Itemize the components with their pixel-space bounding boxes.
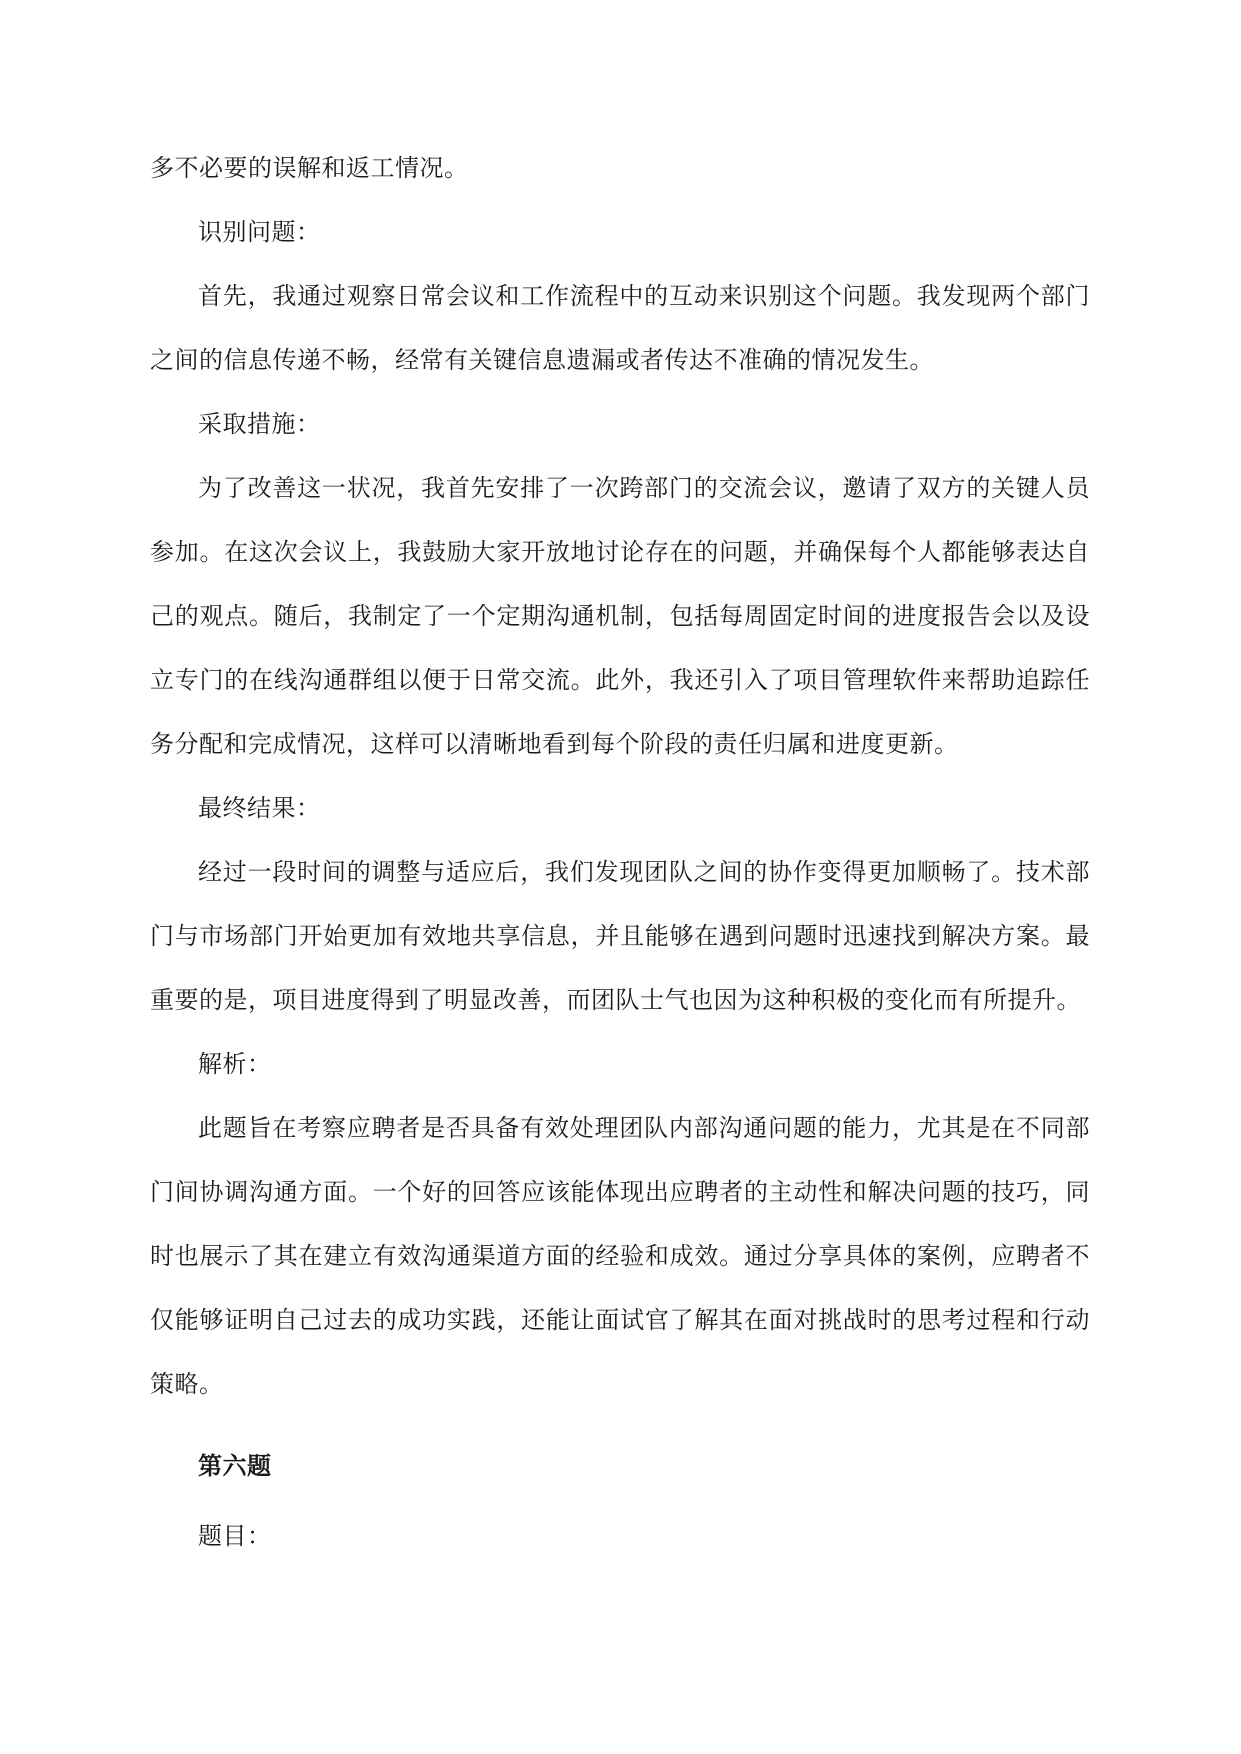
result-paragraph: 经过一段时间的调整与适应后，我们发现团队之间的协作变得更加顺畅了。技术部门与市场部门开始更加有效地共享信息，并且能够在遇到问题时迅速找到解决方案。最重要的是，项目进度得到了明显改善，而团队士气也因为这种积极的变化而有所提升。 [150,858,1090,1014]
topic-label: 题目： [198,1522,272,1550]
continuation-paragraph: 多不必要的误解和返工情况。 [150,154,469,182]
identify-problem-paragraph: 首先，我通过观察日常会议和工作流程中的互动来识别这个问题。我发现两个部门之间的信息传递不畅，经常有关键信息遗漏或者传达不准确的情况发生。 [150,282,1090,374]
analysis-paragraph: 此题旨在考察应聘者是否具备有效处理团队内部沟通问题的能力，尤其是在不同部门间协调沟通方面。一个好的回答应该能体现出应聘者的主动性和解决问题的技巧，同时也展示了其在建立有效沟通渠道方面的经验和成效。通过分享具体的案例，应聘者不仅能够证明自己过去的成功实践，还能让面试官了解其在面对挑战时的思考过程和行动策略。 [150,1114,1090,1398]
result-label: 最终结果： [198,794,321,822]
question-six-heading: 第六题 [198,1451,272,1480]
document-body [150,136,1090,1568]
analysis-label: 解析： [198,1050,272,1078]
measures-label: 采取措施： [198,410,321,438]
measures-paragraph: 为了改善这一状况，我首先安排了一次跨部门的交流会议，邀请了双方的关键人员参加。在这次会议上，我鼓励大家开放地讨论存在的问题，并确保每个人都能够表达自己的观点。随后，我制定了一个定期沟通机制，包括每周固定时间的进度报告会以及设立专门的在线沟通群组以便于日常交流。此外，我还引入了项目管理软件来帮助追踪任务分配和完成情况，这样可以清晰地看到每个阶段的责任归属和进度更新。 [150,474,1090,758]
identify-problem-label: 识别问题： [198,218,321,246]
